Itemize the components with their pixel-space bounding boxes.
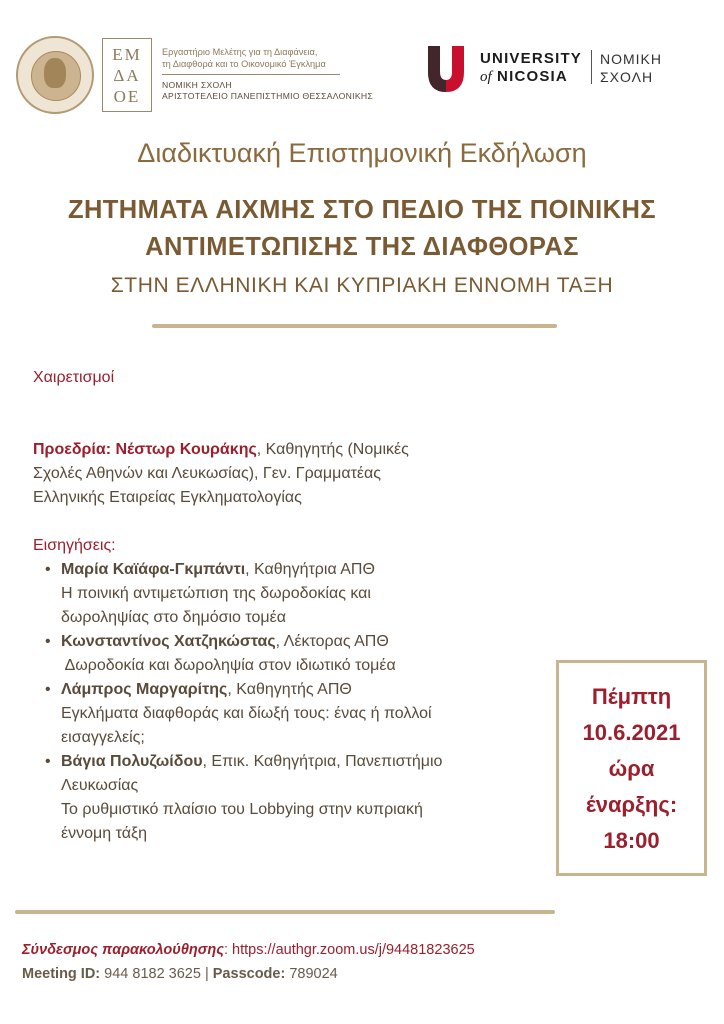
- speaker-topic-line: έννομη τάξη: [61, 825, 147, 842]
- unic-of: of: [480, 69, 492, 85]
- event-type-title: Διαδικτυακή Επιστημονική Εκδήλωση: [137, 138, 587, 168]
- speaker-role: , Καθηγητής ΑΠΘ: [227, 681, 352, 698]
- speaker-topic-line: δωροληψίας στο δημόσιο τομέα: [61, 609, 286, 626]
- speaker-topic-line: Εγκλήματα διαφθοράς και δίωξή τους: ένας ή πολλοί: [61, 705, 432, 722]
- event-date: 10.6.2021: [582, 720, 681, 745]
- speaker-item: [33, 558, 533, 630]
- speaker-role: , Επικ. Καθηγήτρια, Πανεπιστήμιο: [202, 753, 443, 770]
- speaker-name: Κωνσταντίνος Χατζηκώστας: [61, 633, 276, 650]
- emdoe-letters-3: ΟΕ: [113, 87, 141, 106]
- chair-line1: [33, 438, 533, 462]
- speaker-topic-line: Το ρυθμιστικό πλαίσιο του Lobbying στην κυπριακή: [61, 801, 423, 818]
- lab-school-line1: ΝΟΜΙΚΗ ΣΧΟΛΗ: [162, 80, 232, 90]
- bullet-icon: •: [45, 753, 51, 770]
- speaker-topic-line: Η ποινική αντιμετώπιση της δωροδοκίας και: [61, 585, 371, 602]
- unic-divider: [591, 50, 592, 84]
- main-title-line1: ΖΗΤΗΜΑΤΑ ΑΙΧΜΗΣ ΣΤΟ ΠΕΔΙΟ ΤΗΣ ΠΟΙΝΙΚΗΣ: [68, 196, 656, 224]
- chair-name: Νέστωρ Κουράκης: [115, 441, 257, 458]
- main-title-line2: ΑΝΤΙΜΕΤΩΠΙΣΗΣ ΤΗΣ ΔΙΑΦΘΟΡΑΣ: [145, 233, 579, 261]
- bullet-icon: •: [45, 561, 51, 578]
- unic-wordmark-line2: [480, 68, 582, 86]
- event-day: Πέμπτη: [591, 684, 672, 709]
- aristotle-university-seal-icon: [16, 36, 94, 114]
- passcode-label: Passcode:: [212, 966, 286, 982]
- unic-school: [600, 50, 662, 86]
- chair-desc-line2: Σχολές Αθηνών και Λευκωσίας), Γεν. Γραμματέας: [33, 465, 382, 482]
- emdoe-logo: [102, 38, 152, 112]
- emdoe-letters-2: ΔΑ: [113, 66, 141, 85]
- link-separator: :: [223, 942, 233, 958]
- lab-name-line1: Εργαστήριο Μελέτης για τη Διαφάνεια,: [162, 47, 318, 57]
- top-divider: [152, 324, 557, 328]
- lab-school: [162, 80, 382, 102]
- subtitle: ΣΤΗΝ ΕΛΛΗΝΙΚΗ ΚΑΙ ΚΥΠΡΙΑΚΗ ΕΝΝΟΜΗ ΤΑΞΗ: [110, 274, 614, 297]
- unic-wordmark: [480, 50, 582, 86]
- zoom-link[interactable]: https://authgr.zoom.us/j/94481823625: [232, 942, 475, 958]
- greetings-heading: Χαιρετισμοί: [33, 369, 115, 386]
- passcode-value: 789024: [285, 966, 338, 982]
- speaker-item: [33, 678, 533, 750]
- speaker-name: Μαρία Καϊάφα-Γκμπάντι: [61, 561, 246, 578]
- university-of-nicosia-shield-icon: [422, 42, 470, 94]
- emdoe-letters-1: ΕΜ: [112, 45, 142, 64]
- chair-desc-line1: , Καθηγητής (Νομικές: [256, 441, 409, 458]
- program: [33, 366, 533, 846]
- meeting-row: [22, 962, 712, 986]
- chair-label: Προεδρία:: [33, 441, 112, 458]
- lab-name: [162, 46, 362, 70]
- start-time-label1: ώρα: [608, 756, 655, 781]
- bullet-icon: •: [45, 681, 51, 698]
- speaker-name: Λάμπρος Μαργαρίτης: [61, 681, 228, 698]
- unic-school-line2: ΣΧΟΛΗ: [600, 69, 654, 85]
- speaker-topic-line: Δωροδοκία και δωροληψία στον ιδιωτικό τομέα: [61, 657, 396, 674]
- speaker-item: [33, 750, 533, 846]
- lab-name-line2: τη Διαφθορά και το Οικονομικό Έγκλημα: [162, 59, 326, 69]
- zoom-link-row: [22, 938, 712, 962]
- speaker-topic-line: εισαγγελείς;: [61, 729, 145, 746]
- talks-heading: Εισηγήσεις:: [33, 537, 116, 554]
- bottom-divider: [15, 910, 555, 914]
- start-time: 18:00: [603, 828, 660, 853]
- speaker-name: Βάγια Πολυζωίδου: [61, 753, 203, 770]
- unic-wordmark-line1: UNIVERSITY: [480, 50, 583, 67]
- speaker-role: , Λέκτορας ΑΠΘ: [275, 633, 389, 650]
- unic-nicosia: NICOSIA: [497, 68, 568, 85]
- unic-school-line1: ΝΟΜΙΚΗ: [600, 51, 662, 67]
- footer: [22, 938, 712, 986]
- lab-divider: [162, 74, 340, 75]
- date-box: [556, 660, 707, 876]
- speaker-list: [33, 558, 533, 846]
- speaker-item: [33, 630, 533, 678]
- chair-block: [33, 438, 533, 510]
- chair-desc-line3: Ελληνικής Εταιρείας Εγκληματολογίας: [33, 489, 302, 506]
- start-time-label2: έναρξης:: [585, 792, 678, 817]
- link-label: Σύνδεσμος παρακολούθησης: [22, 942, 224, 958]
- meeting-id-value: 944 8182 3625 |: [100, 966, 213, 982]
- speaker-role-line2: Λευκωσίας: [61, 777, 139, 794]
- lab-school-line2: ΑΡΙΣΤΟΤΕΛΕΙΟ ΠΑΝΕΠΙΣΤΗΜΙΟ ΘΕΣΣΑΛΟΝΙΚΗΣ: [162, 91, 373, 101]
- meeting-id-label: Meeting ID:: [22, 966, 101, 982]
- bullet-icon: •: [45, 633, 51, 650]
- speaker-role: , Καθηγήτρια ΑΠΘ: [245, 561, 375, 578]
